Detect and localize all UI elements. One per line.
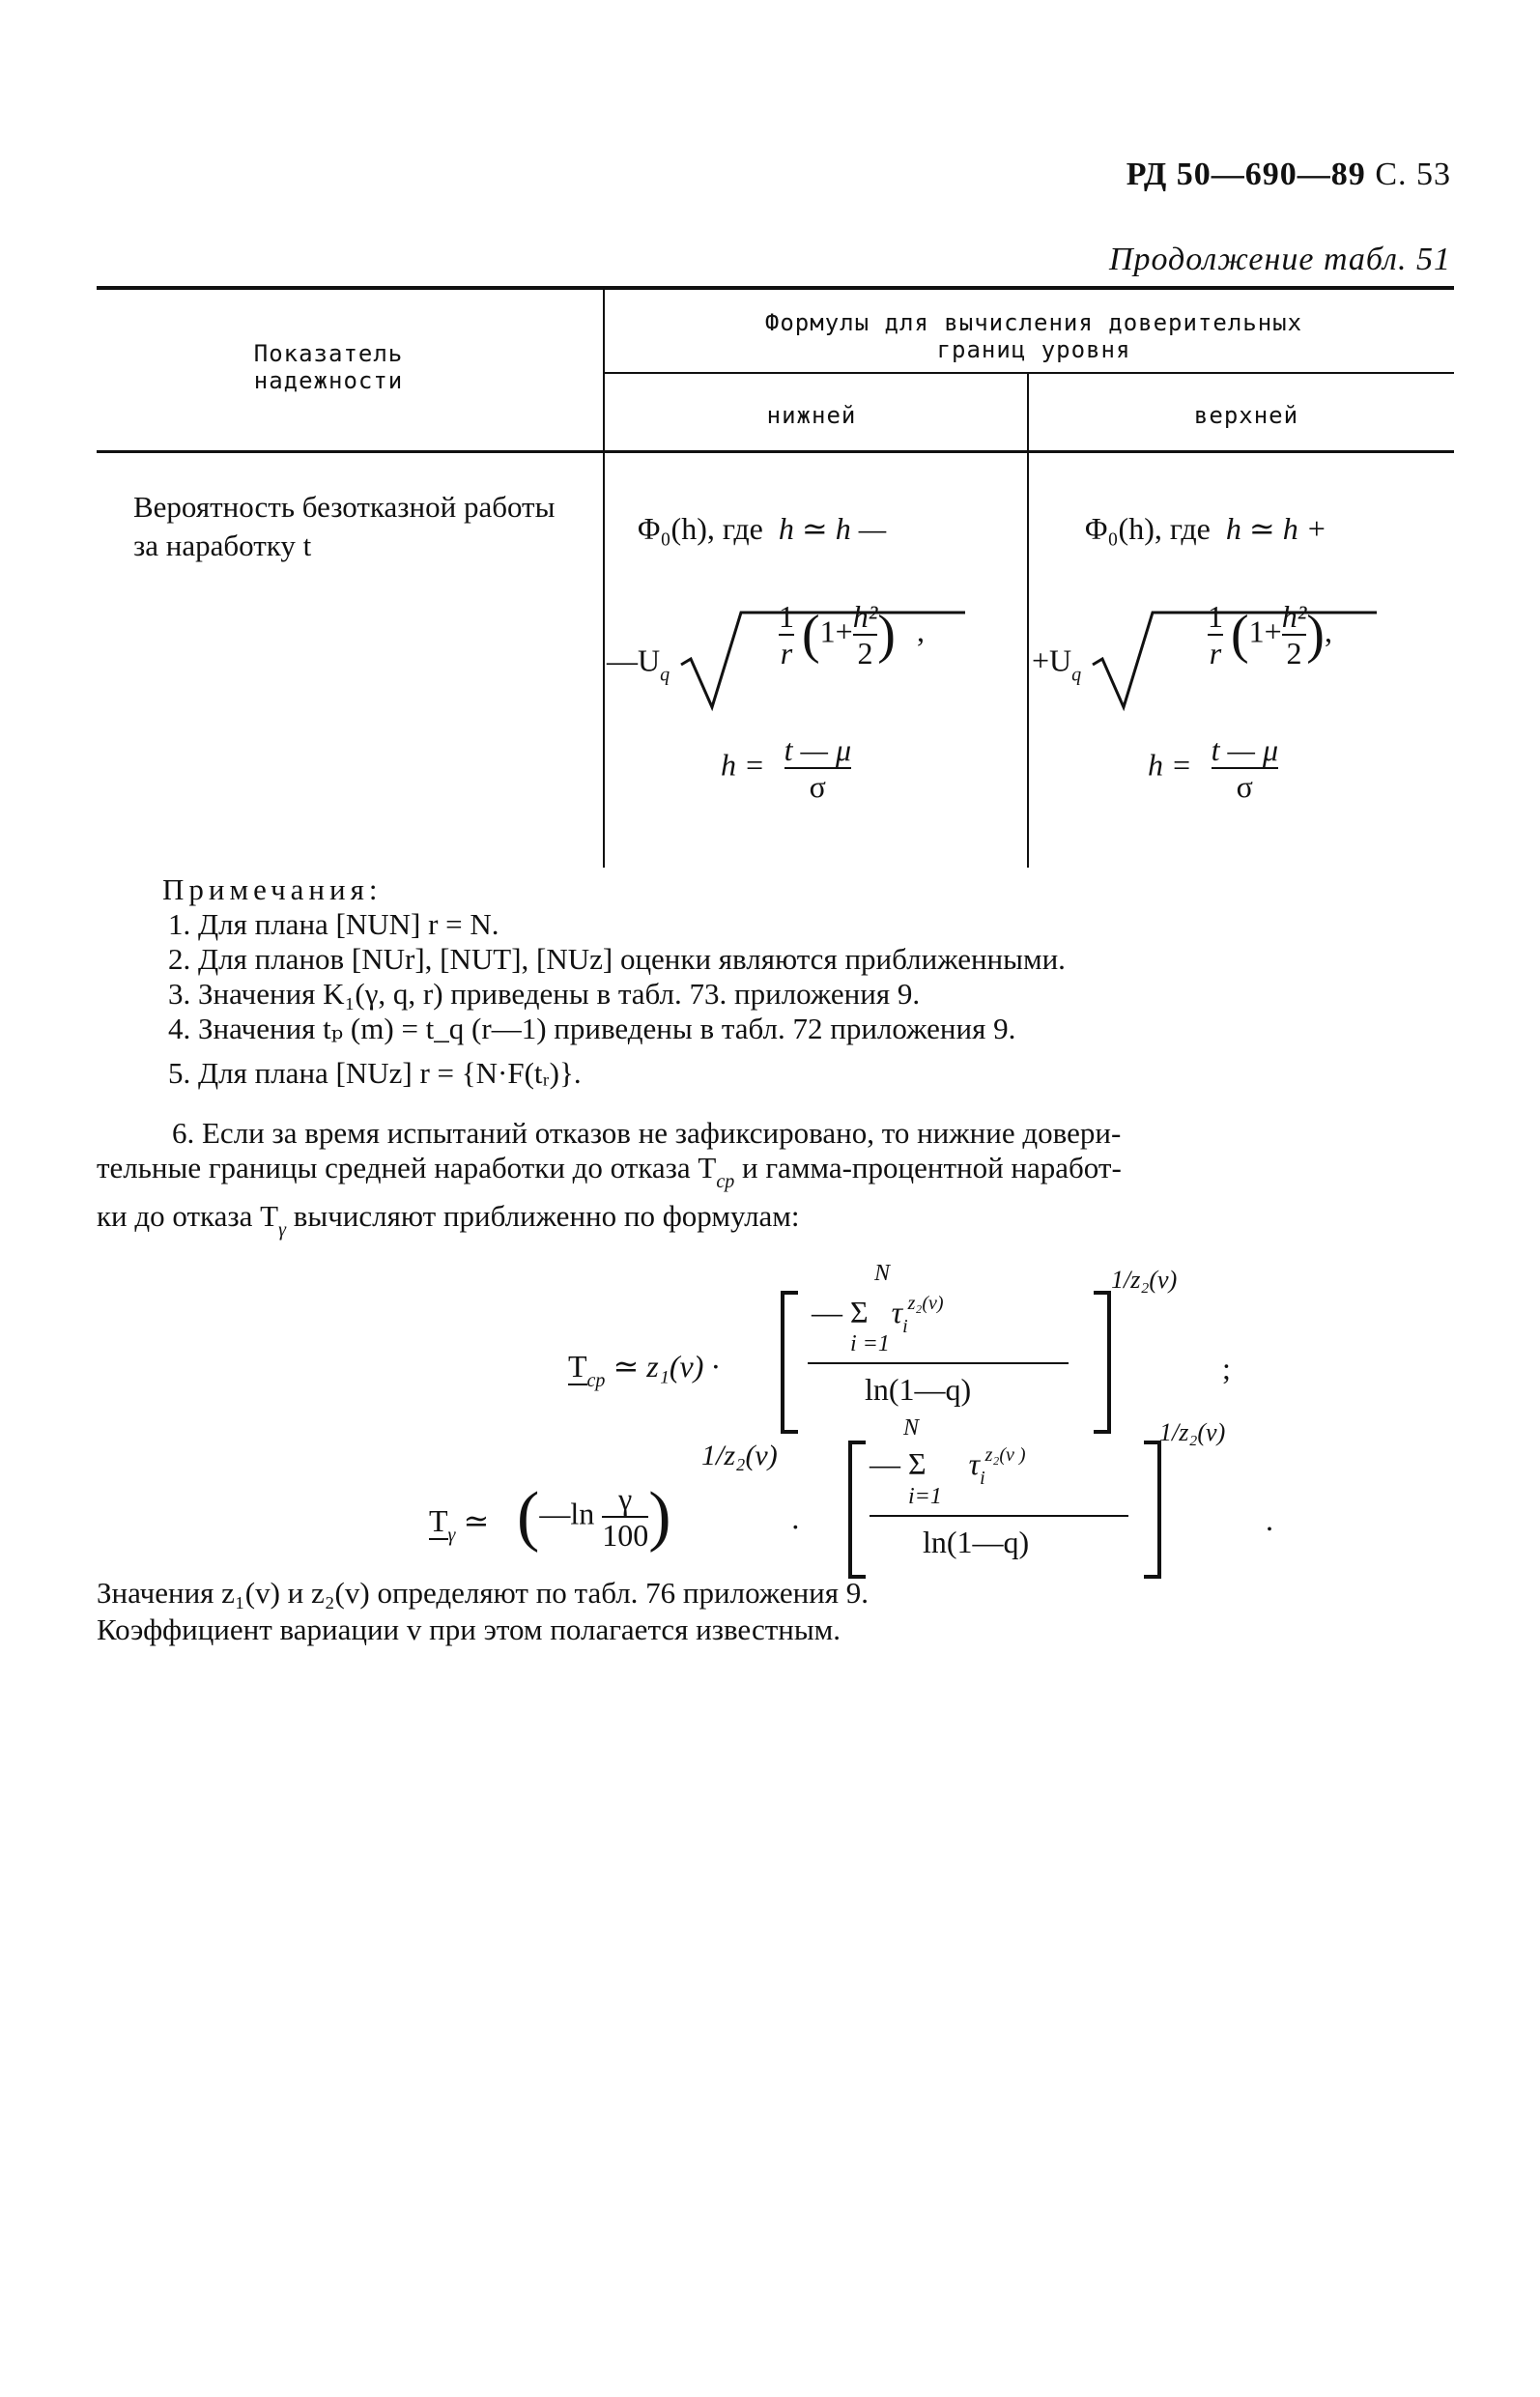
formula1-denominator: ln(1—q) (865, 1372, 972, 1407)
upper-sqrt-content: $\frac{1}{r}$ (1+ $\frac{\text{h²}}{2}$ ), (1208, 599, 1332, 671)
lower-sqrt-content: $\frac{1}{r}$ (1+ $\frac{\text{h²}}{2}$ ) , (779, 599, 925, 671)
notes-section (162, 872, 1066, 1091)
column-header-formulas: Формулы для вычисления доверительных границ уровня (764, 309, 1303, 363)
note-6-line-1: 6. Если за время испытаний отказов не зафиксировано, то нижние довери- (172, 1116, 1122, 1150)
column-divider-2 (1027, 372, 1029, 868)
note-6-line-3: ки до отказа $T_\gamma$ вычисляют приближенно по формулам: (97, 1199, 800, 1241)
table-top-rule (97, 286, 1454, 290)
formula2-dot: · (790, 1509, 801, 1544)
formula2-sum-bottom: i=1 (908, 1484, 942, 1509)
formula1-sum-top: N (874, 1261, 891, 1286)
formula2-lhs: $T_\gamma$ ≃ (429, 1503, 490, 1546)
column-divider-1 (603, 290, 605, 868)
formula2-fraction-line (870, 1515, 1128, 1517)
column-header-indicator: Показатель надежности (253, 340, 404, 394)
document-code: РД 50—690—89 (1126, 157, 1366, 192)
note-6-line-2: тельные границы средней наработки до отказа $T_{ср}$ и гамма-процентной наработ- (97, 1151, 1122, 1192)
formula1-fraction-line (808, 1362, 1069, 1364)
table-continuation-label: Продолжение табл. 51 (1108, 242, 1451, 277)
formula2-denominator: ln(1—q) (923, 1525, 1030, 1559)
formula1-sum-bottom: i =1 (850, 1331, 890, 1356)
header-bottom-rule (97, 450, 1454, 453)
note-6 (97, 1116, 1454, 1247)
formula2-exponent: 1/z₂(v) (1159, 1418, 1226, 1446)
note-2: 2. Для планов [NUr], [NUT], [NUz] оценки являются приближенными. (168, 942, 1066, 976)
formula2-sum: — Σ $\tau_i^{z_2(v )}$ (870, 1444, 1026, 1489)
formula1-end: ; (1222, 1351, 1231, 1385)
page-header (1126, 157, 1451, 193)
lower-h-hat-definition: h = $\frac{t — \mu}{\sigma}$ (721, 732, 851, 804)
note-1: 1. Для плана [NUN] r = N. (168, 907, 499, 941)
note-4: 4. Значения tₚ (m) = t_q (r—1) приведены в табл. 72 приложения 9. (168, 1012, 1016, 1045)
formula1-lhs: $T_{ср}$ ≃ z₁(v) · (568, 1349, 720, 1391)
notes-title: Примечания: (162, 872, 383, 906)
upper-h-hat-definition: h = $\frac{t — \mu}{\sigma}$ (1148, 732, 1278, 804)
upper-phi-line: Φ₀(h), где h ≃ h + (1085, 511, 1327, 546)
formula1-sum: — Σ $\tau_i^{z_2(v)}$ (812, 1293, 944, 1337)
upper-sqrt-line: $+U_q$ (1032, 607, 1379, 721)
formula2-paren: (—ln $\frac{\gamma}{100}$ ) (517, 1479, 671, 1554)
note-5: 5. Для плана [NUz] r = {N·F(tᵣ)}. (168, 1056, 582, 1090)
formula2-end: . (1266, 1502, 1273, 1537)
lower-sqrt-line: $—U_q$ (607, 607, 967, 721)
formula2-left-bracket-icon (846, 1440, 870, 1580)
lower-phi-line: Φ₀(h), где h ≃ h — (638, 511, 887, 546)
column-header-lower: нижней (766, 402, 857, 429)
formula1-left-bracket-icon (779, 1290, 802, 1435)
formula2-sum-top: N (903, 1415, 920, 1441)
formula2-exponent-1: 1/z₂(v) (701, 1440, 778, 1471)
page-number: С. 53 (1375, 157, 1451, 192)
note-3: 3. Значения K₁(γ, q, r) приведены в табл. 73. приложения 9. (168, 977, 921, 1011)
column-header-upper: верхней (1193, 402, 1299, 429)
formula1-right-bracket-icon (1090, 1290, 1113, 1435)
formula1-exponent: 1/z₂(v) (1111, 1266, 1178, 1294)
formula2-right-bracket-icon (1140, 1440, 1163, 1580)
bottom-line-1: Значения z₁(v) и z₂(v) определяют по табл. 76 приложения 9. (97, 1576, 870, 1610)
bottom-line-2: Коэффициент вариации v при этом полагается известным. (97, 1612, 841, 1646)
row-label-reliability: Вероятность безотказной работы за наработку t (133, 490, 556, 562)
